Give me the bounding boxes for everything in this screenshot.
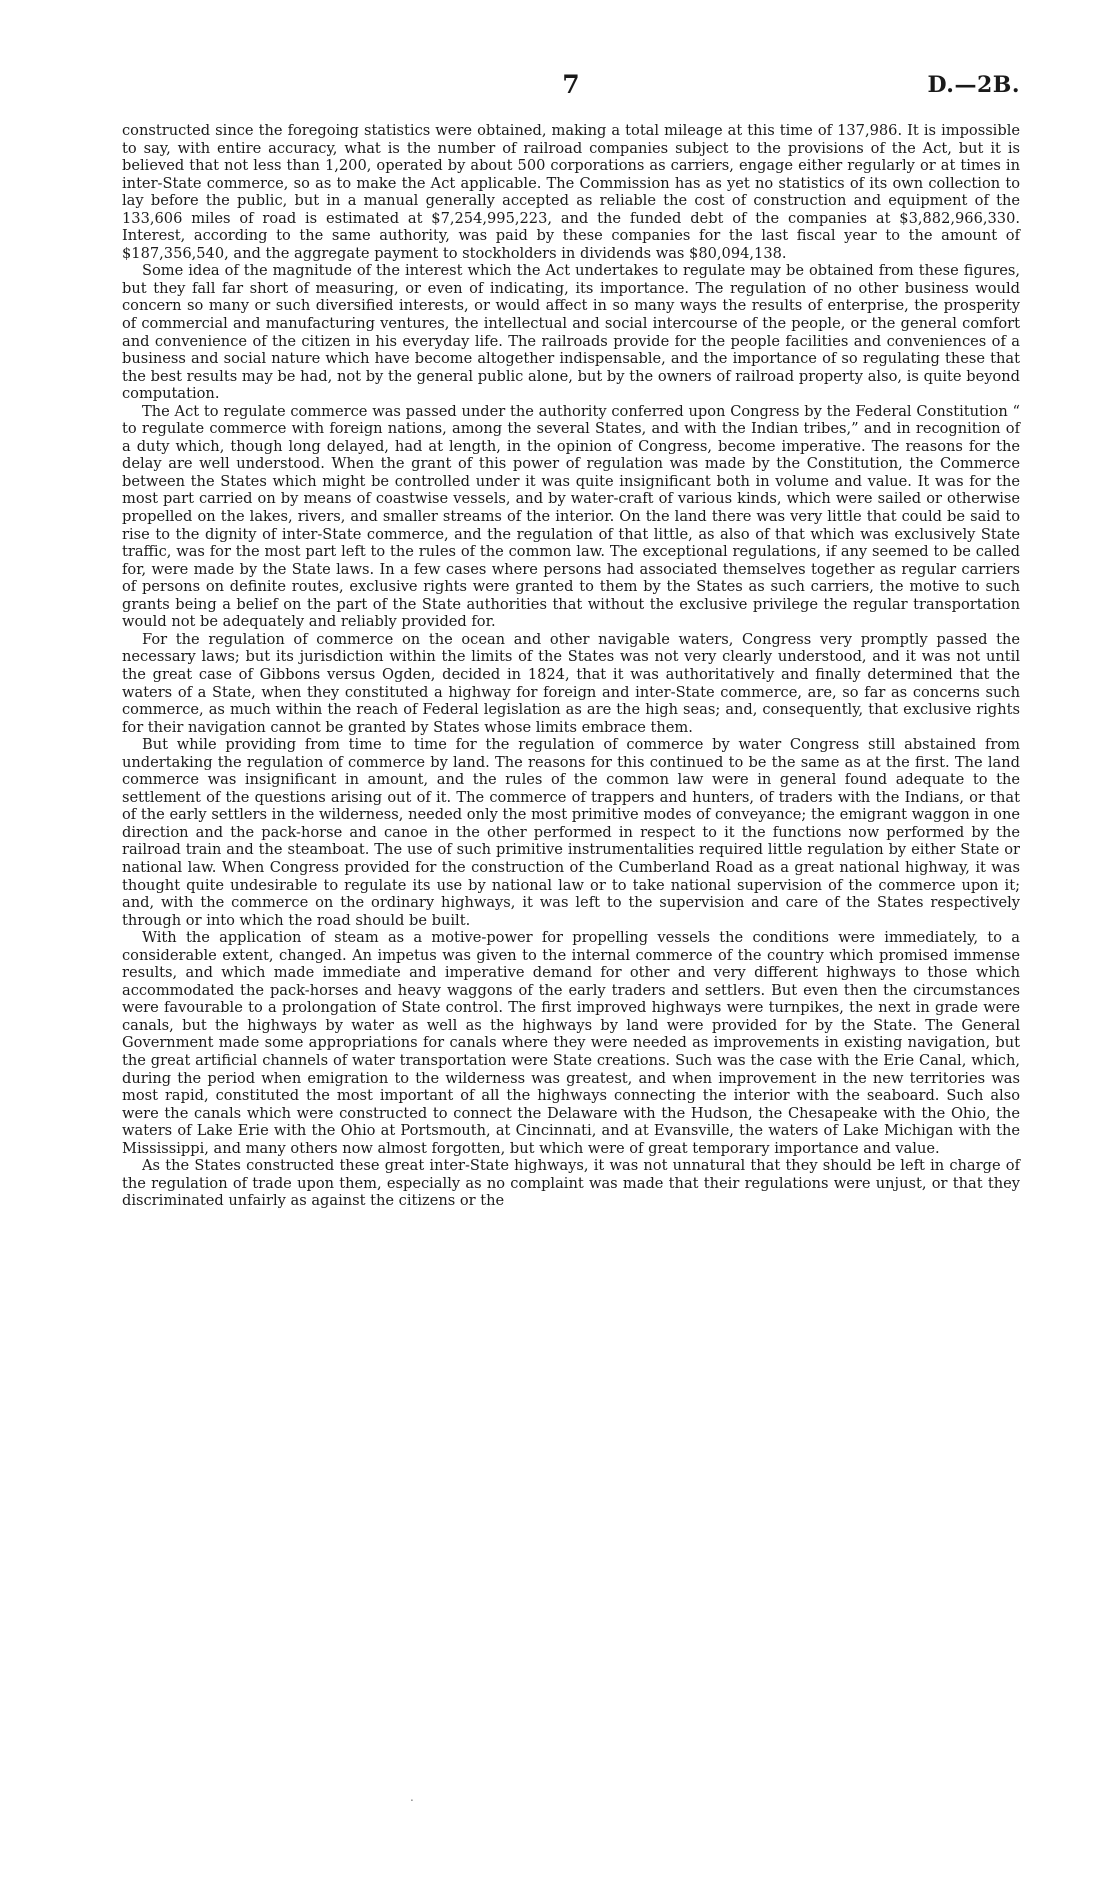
footer-mark: . xyxy=(410,1790,414,1804)
body-text xyxy=(122,122,1020,1210)
page-number: 7 xyxy=(562,70,580,99)
paragraph-ocean-regulation: For the regulation of commerce on the ocean and other navigable waters, Congress very promptly passed the necessary laws; but its jurisdiction within the limits of the States was not very clearly understood, and it was not until the great case of Gibbons versus Ogden, decided in 1824, that it was authoritatively and finally determined that the waters of a State, when they constituted a highway for foreign and inter-State commerce, are, so far as concerns such commerce, as much within the reach of Federal legislation as are the high seas; and, consequently, that exclusive rights for their navigation cannot be granted by States whose limits embrace them. xyxy=(122,630,1020,736)
paragraph-steam-power: With the application of steam as a motive-power for propelling vessels the conditions were immediately, to a considerable extent, changed. An impetus was given to the internal commerce of the country which promised immense results, and which made immediate and imperative demand for other and very different highways to those which accommodated the pack-horses and heavy waggons of the early traders and settlers. But even then the circumstances were favourable to a prolongation of State control. The first improved highways were turnpikes, the next in grade were canals, but the highways by water as well as the highways by land were provided for by the State. The General Government made some appropriations for canals where they were needed as improvements in existing navigation, but the great artificial channels of water transportation were State creations. Such was the case with the Erie Canal, which, during the period when emigration to the wilderness was greatest, and when improvement in the new territories was most rapid, constituted the most important of all the highways connecting the interior with the seaboard. Such also were the canals which were constructed to connect the Delaware with the Hudson, the Chesapeake with the Ohio, the waters of Lake Erie with the Ohio at Portsmouth, at Cincinnati, and at Evansville, the waters of Lake Michigan with the Mississippi, and many others now almost forgotten, but which were of great temporary importance and value. xyxy=(122,929,1020,1157)
paragraph-magnitude: Some idea of the magnitude of the interest which the Act undertakes to regulate may be obtained from these figures, but they fall far short of measuring, or even of indicating, its importance. The regulation of no other business would concern so many or such diversified interests, or would affect in so many ways the results of enterprise, the prosperity of commercial and manufacturing ventures, the intellectual and social intercourse of the people, or the general comfort and convenience of the citizen in his everyday life. The railroads provide for the people facilities and conveniences of a business and social nature which have become altogether indispensable, and the importance of so regulating these that the best results may be had, not by the general public alone, but by the owners of railroad property also, is quite beyond computation. xyxy=(122,262,1020,403)
paragraph-state-highways: As the States constructed these great inter-State highways, it was not unnatural that they should be left in charge of the regulation of trade upon them, especially as no complaint was made that their regulations were unjust, or that they discriminated unfairly as against the citizens or the xyxy=(122,1157,1020,1210)
paragraph-act-authority: The Act to regulate commerce was passed under the authority conferred upon Congress by the Federal Constitution “ to regulate commerce with foreign nations, among the several States, and with the Indian tribes,” and in recognition of a duty which, though long delayed, had at length, in the opinion of Congress, become imperative. The reasons for the delay are well understood. When the grant of this power of regulation was made by the Constitution, the Commerce between the States which might be controlled under it was quite insignificant both in volume and value. It was for the most part carried on by means of coastwise vessels, and by water-craft of various kinds, which were sailed or otherwise propelled on the lakes, rivers, and smaller streams of the interior. On the land there was very little that could be said to rise to the dignity of inter-State commerce, and the regulation of that little, as also of that which was exclusively State traffic, was for the most part left to the rules of the common law. The exceptional regulations, if any seemed to be called for, were made by the State laws. In a few cases where persons had associated themselves together as regular carriers of persons on definite routes, exclusive rights were granted to them by the States as such carriers, the motive to such grants being a belief on the part of the State authorities that without the exclusive privilege the regular transportation would not be adequately and reliably provided for. xyxy=(122,402,1020,631)
paragraph-land-commerce: But while providing from time to time for the regulation of commerce by water Congress still abstained from undertaking the regulation of commerce by land. The reasons for this continued to be the same as at the first. The land commerce was insignificant in amount, and the rules of the common law were in general found adequate to the settlement of the questions arising out of it. The commerce of trappers and hunters, of traders with the Indians, or that of the early settlers in the wilderness, needed only the most primitive modes of conveyance; the emigrant waggon in one direction and the pack-horse and canoe in the other performed in respect to it the functions now performed by the railroad train and the steamboat. The use of such primitive instrumentalities required little regulation by either State or national law. When Congress provided for the construction of the Cumberland Road as a great national highway, it was thought quite undesirable to regulate its use by national law or to take national supervision of the commerce upon it; and, with the commerce on the ordinary highways, it was left to the supervision and care of the States respectively through or into which the road should be built. xyxy=(122,736,1020,929)
page-header xyxy=(122,70,1020,112)
document-page xyxy=(122,70,1020,1210)
paragraph-continuation: constructed since the foregoing statistics were obtained, making a total mileage at this time of 137,986. It is impossible to say, with entire accuracy, what is the number of railroad companies subject to the provisions of the Act, but it is believed that not less than 1,200, operated by about 500 corporations as carriers, engage either regularly or at times in inter-State commerce, so as to make the Act applicable. The Commission has as yet no statistics of its own collection to lay before the public, but in a manual generally accepted as reliable the cost of construction and equipment of the 133,606 miles of road is estimated at $7,254,995,223, and the funded debt of the companies at $3,882,966,330. Interest, according to the same authority, was paid by these companies for the last fiscal year to the amount of $187,356,540, and the aggregate payment to stockholders in dividends was $80,094,138. xyxy=(122,122,1020,262)
document-reference: D.—2B. xyxy=(927,72,1020,98)
